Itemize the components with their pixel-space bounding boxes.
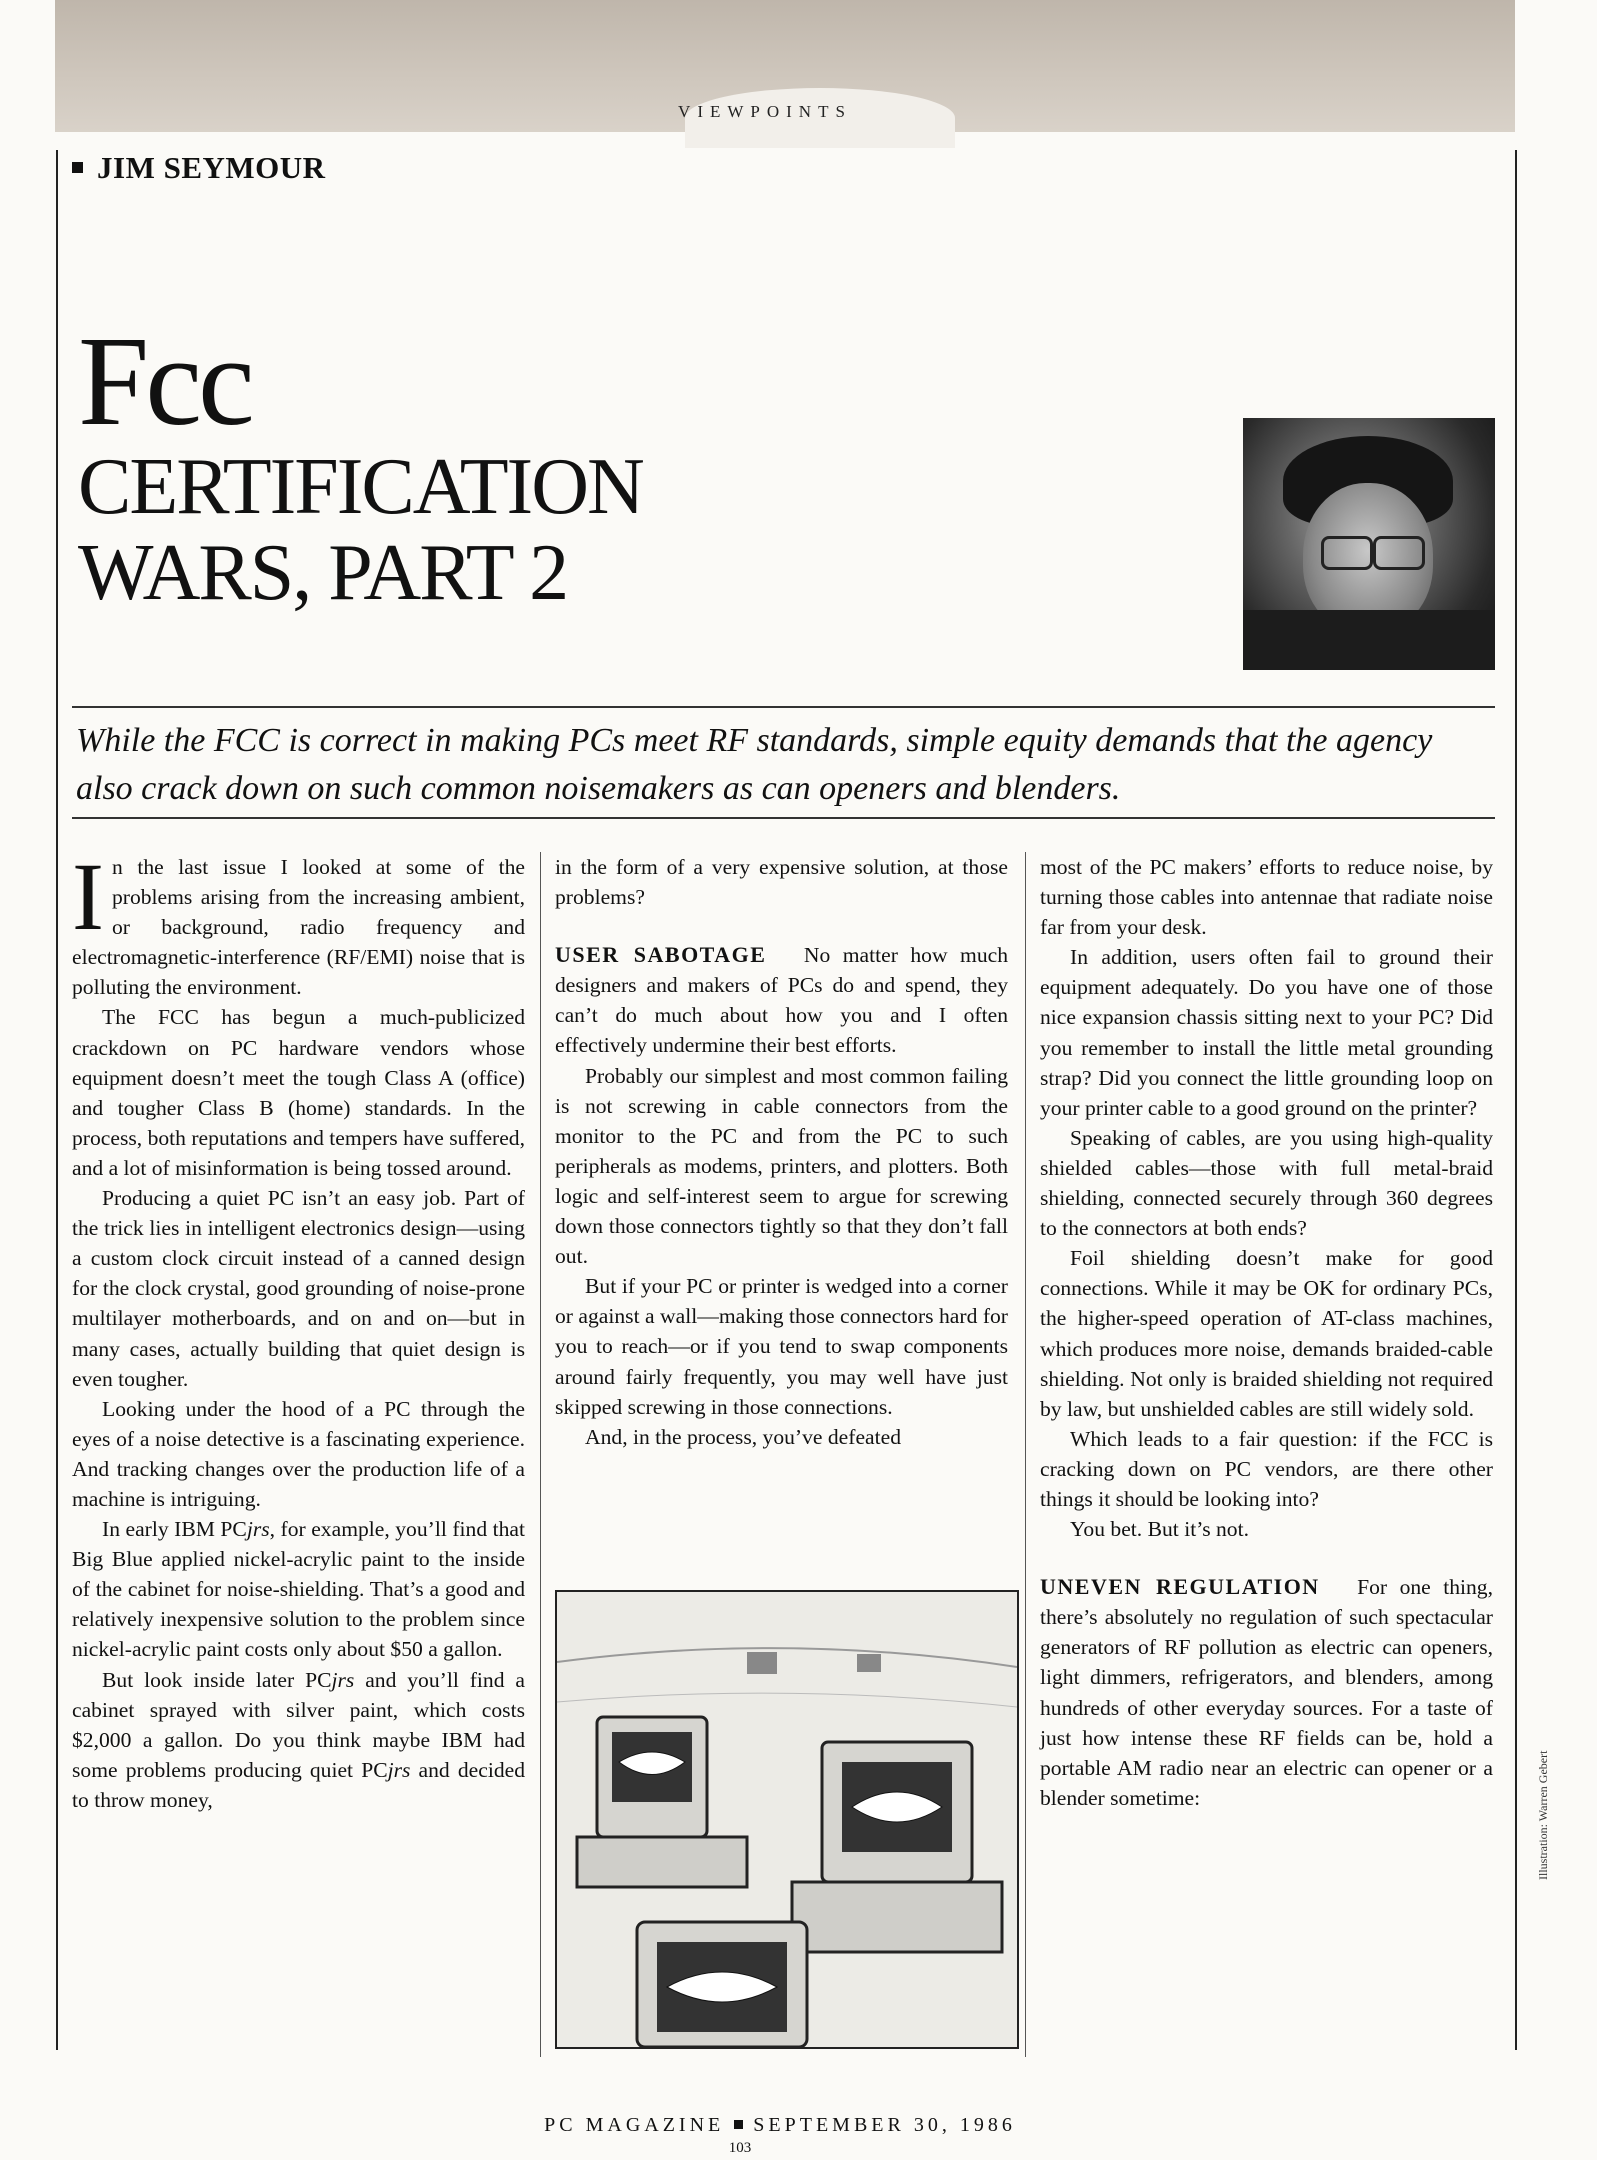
cartoon-illustration <box>555 1590 1019 2049</box>
bullet-icon <box>72 162 83 173</box>
magazine-name: PC MAGAZINE <box>544 2114 725 2136</box>
subhead-uneven-regulation: UNEVEN REGULATION <box>1040 1574 1320 1600</box>
paragraph: UNEVEN REGULATION For one thing, there’s absolutely no regulation of such spectacular generators of RF pollution as electric can openers, light dimmers, refrigerators, and blenders, among hundreds of other everyday sources. For a taste of just how intense these RF fields can be, hold a portable AM radio near an electric can opener or a blender sometime: <box>1040 1574 1494 1810</box>
paragraph: In early IBM PCjrs, for example, you’ll find that Big Blue applied nickel-acrylic paint to the inside of the cabinet for noise-shielding. That’s a good and relatively inexpensive solution to the problem since nickel-acrylic paint costs only about $50 a gallon. <box>72 1517 525 1662</box>
article-title <box>78 310 978 617</box>
paragraph: But look inside later PCjrs and you’ll find a cabinet sprayed with silver paint, which costs $2,000 a gallon. Do you think maybe IBM had some problems producing quiet PCjrs and decided to throw money, <box>72 1667 525 1812</box>
paragraph: Looking under the hood of a PC through the eyes of a noise detective is a fascinating experience. And tracking changes over the production life of a machine is intriguing. <box>72 1396 525 1511</box>
subhead-user-sabotage: USER SABOTAGE <box>555 942 767 968</box>
right-frame-rule <box>1515 150 1517 2050</box>
article-deck: While the FCC is correct in making PCs meet RF standards, simple equity demands that the agency also crack down on such common noisemakers as can openers and blenders. <box>76 722 1433 807</box>
paragraph: USER SABOTAGE No matter how much designers and makers of PCs do and spend, they can’t do much about how you and I often effectively undermine their best efforts. <box>555 942 1009 1058</box>
deck-rule-top <box>72 706 1495 708</box>
column-2 <box>555 852 1008 1452</box>
drop-cap: I <box>72 843 104 950</box>
left-frame-rule <box>56 150 58 2050</box>
deck-rule-bottom <box>72 817 1495 819</box>
author-name: JIM SEYMOUR <box>97 150 326 185</box>
column-1 <box>72 843 525 1815</box>
page-number: 103 <box>728 2140 752 2156</box>
section-label: VIEWPOINTS <box>678 102 852 121</box>
paragraph: Producing a quiet PC isn’t an easy job. Part of the trick lies in intelligent electronics design—using a custom clock circuit instead of a canned design for the clock crystal, good grounding of noise-prone multilayer motherboards, and on and on—but in many cases, actually building that quiet design is even tougher. <box>72 1186 525 1391</box>
column-3 <box>1040 852 1493 1813</box>
author-byline <box>72 150 326 186</box>
paragraph: In the last issue I looked at some of the problems arising from the increasing ambient, or background, radio frequency and electromagnetic-interference (RF/EMI) noise that is polluting the environment. <box>72 843 525 1000</box>
paragraph: And, in the process, you’ve defeated <box>585 1424 901 1449</box>
paragraph: Which leads to a fair question: if the FCC is cracking down on PC vendors, are there other things it should be looking into? <box>1040 1426 1493 1511</box>
paragraph: The FCC has begun a much-publicized crackdown on PC hardware vendors whose equipment doesn’t meet the tough Class A (office) and tougher Class B (home) standards. In the process, both reputations and tempers have suffered, and a lot of misinformation is being tossed around. <box>72 1005 525 1180</box>
title-line-3: WARS, PART 2 <box>78 529 568 617</box>
bullet-icon <box>734 2120 743 2129</box>
paragraph: Speaking of cables, are you using high-quality shielded cables—those with full metal-braid shielding, connected securely through 360 degrees to the connectors at both ends? <box>1040 1125 1493 1241</box>
paragraph: In addition, users often fail to ground their equipment adequately. Do you have one of those nice expansion chassis sitting next to your PC? Did you remember to install the little metal grounding strap? Did you connect the little grounding loop on your printer cable to a good ground on the printer? <box>1040 945 1493 1120</box>
paragraph: Foil shielding doesn’t make for good connections. While it may be OK for ordinary PCs, the higher-speed operation of AT-class machines, which produces more noise, demands braided-cable shielding. Not only is braided shielding not required by law, but unshielded cables are still widely sold. <box>1040 1246 1493 1421</box>
column-divider <box>540 852 541 2057</box>
paragraph: most of the PC makers’ efforts to reduce noise, by turning those cables into antennae that radiate noise far from your desk. <box>1040 855 1493 940</box>
page-footer <box>430 2114 1130 2137</box>
paragraph: You bet. But it’s not. <box>1070 1517 1249 1542</box>
paragraph: in the form of a very expensive solution, at those problems? <box>555 855 1008 910</box>
title-line-1: Fcc <box>78 310 251 452</box>
author-photo <box>1243 418 1495 670</box>
illustration-credit: Illustration: Warren Gebert <box>1536 1750 1550 1880</box>
column-divider <box>1025 852 1026 2057</box>
paragraph: But if your PC or printer is wedged into a corner or against a wall—making those connectors hard for you to reach—or if you tend to swap components around fairly frequently, you may well have just skipped screwing in those connections. <box>555 1274 1008 1419</box>
issue-date: SEPTEMBER 30, 1986 <box>753 2114 1016 2136</box>
paragraph: Probably our simplest and most common failing is not screwing in cable connectors from the monitor to the PC and from the PC to such peripherals as modems, printers, and plotters. Both logic and self-interest seem to argue for screwing down those connectors tightly so that they don’t fall out. <box>555 1063 1008 1269</box>
title-line-2: CERTIFICATION <box>78 443 643 531</box>
computers-illustration-image <box>557 1592 1017 2047</box>
